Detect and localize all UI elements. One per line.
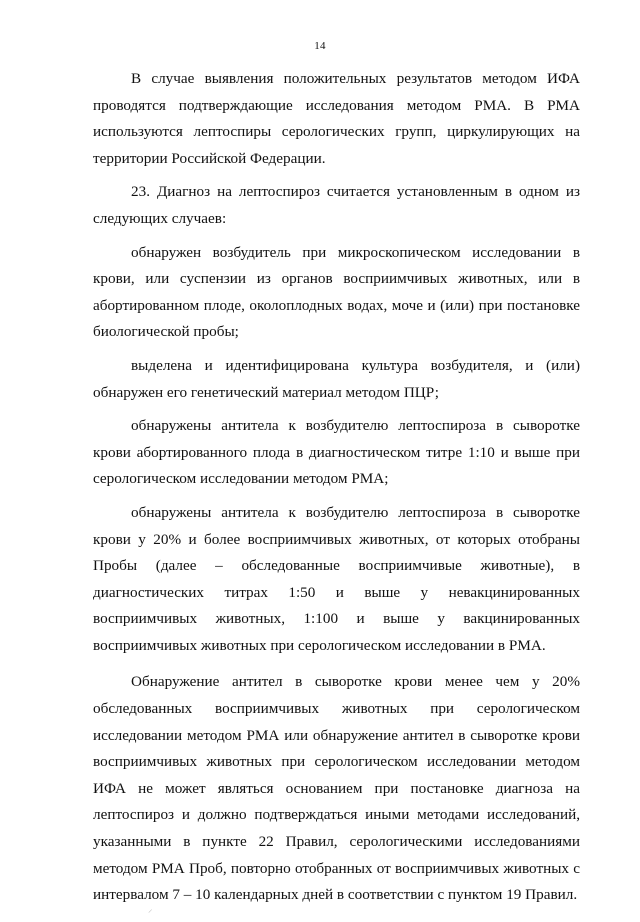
paragraph-diagnosis-criteria: 23. Диагноз на лептоспироз считается установленным в одном из следующих случаев: <box>93 183 580 227</box>
list-item-culture-isolated: выделена и идентифицирована культура возбудителя, и (или) обнаружен его генетический материал методом ПЦР; <box>93 356 580 401</box>
list-item-antibodies-herd: обнаружены антитела к возбудителю лептоспироза в сыворотке крови у 20% и более восприимчивых животных, от которых отобраны Пробы (далее – обследованные восприимчивые животные), в диагностических титрах 1:50 и выше у невакцинированных восприимчивых животных, 1:100 и выше у вакцинированных восприимчивых животных при серологическом исследовании в РМА. <box>93 503 580 654</box>
scan-artifact-mark: ⸝ <box>148 905 153 915</box>
list-item-antibodies-fetus: обнаружены антитела к возбудителю лептоспироза в сыворотке крови абортированного плода в диагностическом титре 1:10 и выше при серологическом исследовании методом РМА; <box>93 417 580 488</box>
paragraph-insufficient-antibodies: Обнаружение антител в сыворотке крови менее чем у 20% обследованных восприимчивых животных при серологическом исследовании методом РМА или обнаружение антител в сыворотке крови восприимчивых животных при серологическом исследовании методом ИФА не может являться основанием при постановке диагноза на лептоспироз и должно подтверждаться иными методами исследований, указанными в пункте 22 Правил, серологическими исследованиями методом РМА Проб, повторно отобранных от восприимчивых животных с интервалом 7 – 10 календарных дней в соответствии с пунктом 19 Правил. <box>93 673 580 904</box>
page-number: 14 <box>314 40 326 52</box>
paragraph-ifa-confirmation: В случае выявления положительных результатов методом ИФА проводятся подтверждающие исследования методом РМА. В РМА используются лептоспиры серологических групп, циркулирующих на территории Российской Федерации. <box>93 70 580 167</box>
list-item-pathogen-detected: обнаружен возбудитель при микроскопическом исследовании в крови, или суспензии из органов восприимчивых животных, или в абортированном плоде, околоплодных водах, моче и (или) при постановке биологической пробы; <box>93 243 580 341</box>
document-body <box>93 66 580 916</box>
